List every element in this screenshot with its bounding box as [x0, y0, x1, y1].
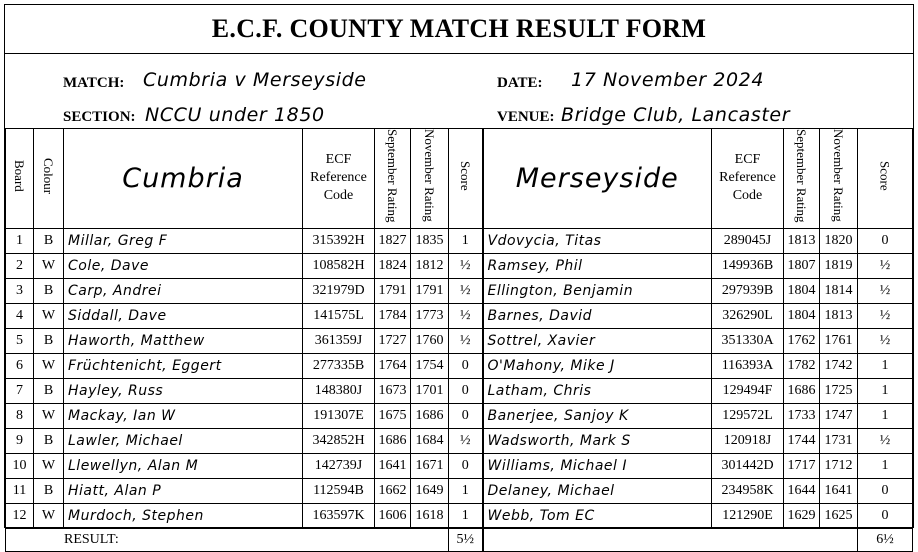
colour-cell: B [34, 328, 64, 353]
home-player-name: Haworth, Matthew [64, 328, 303, 353]
venue-value: Bridge Club, Lancaster [561, 104, 791, 126]
away-ref-code: 129494F [712, 378, 784, 403]
table-row [6, 478, 913, 503]
away-nov-rating: 1819 [820, 253, 858, 278]
table-row [6, 353, 913, 378]
home-score: 1 [449, 503, 483, 528]
colour-cell: B [34, 428, 64, 453]
home-nov-rating-header: November Rating [411, 129, 449, 229]
away-ref-code: 129572L [712, 403, 784, 428]
board-cell: 2 [6, 253, 34, 278]
away-ref-code: 297939B [712, 278, 784, 303]
match-details [5, 54, 913, 129]
date-value: 17 November 2024 [571, 69, 765, 91]
home-score: 0 [449, 378, 483, 403]
board-cell: 5 [6, 328, 34, 353]
away-total-score: 6½ [858, 528, 913, 551]
table-row [6, 403, 913, 428]
board-cell: 10 [6, 453, 34, 478]
away-ref-code: 326290L [712, 303, 784, 328]
home-nov-rating: 1618 [411, 503, 449, 528]
home-sept-rating: 1827 [375, 228, 411, 253]
home-score: 0 [449, 453, 483, 478]
home-sept-rating: 1675 [375, 403, 411, 428]
away-player-name: O'Mahony, Mike J [483, 353, 712, 378]
home-player-name: Hiatt, Alan P [64, 478, 303, 503]
home-sept-rating: 1686 [375, 428, 411, 453]
away-ref-code: 149936B [712, 253, 784, 278]
away-score: ½ [858, 278, 913, 303]
home-nov-rating: 1812 [411, 253, 449, 278]
table-row [6, 278, 913, 303]
away-sept-rating: 1813 [784, 228, 820, 253]
colour-cell: W [34, 303, 64, 328]
away-ref-code: 121290E [712, 503, 784, 528]
away-nov-rating: 1747 [820, 403, 858, 428]
home-score: ½ [449, 303, 483, 328]
home-ref-code: 321979D [303, 278, 375, 303]
away-score: ½ [858, 328, 913, 353]
away-sept-rating: 1807 [784, 253, 820, 278]
home-sept-rating: 1791 [375, 278, 411, 303]
away-nov-rating: 1641 [820, 478, 858, 503]
colour-cell: W [34, 403, 64, 428]
away-nov-rating: 1712 [820, 453, 858, 478]
colour-cell: W [34, 453, 64, 478]
table-row [6, 303, 913, 328]
away-sept-rating: 1717 [784, 453, 820, 478]
colour-cell: W [34, 253, 64, 278]
away-ref-code: 116393A [712, 353, 784, 378]
home-ref-code: 342852H [303, 428, 375, 453]
home-ref-code: 361359J [303, 328, 375, 353]
header-row [6, 129, 913, 229]
away-sept-rating: 1733 [784, 403, 820, 428]
away-score: 0 [858, 503, 913, 528]
date-label: DATE: [497, 75, 543, 91]
table-row [6, 253, 913, 278]
colour-cell: B [34, 278, 64, 303]
away-sept-rating: 1782 [784, 353, 820, 378]
home-ref-header: ECF Reference Code [303, 129, 375, 229]
home-sept-rating: 1641 [375, 453, 411, 478]
venue-label: VENUE: [497, 109, 555, 125]
away-player-name: Barnes, David [483, 303, 712, 328]
result-spacer [483, 528, 858, 551]
colour-cell: B [34, 378, 64, 403]
home-sept-rating: 1662 [375, 478, 411, 503]
home-team-header: Cumbria [64, 129, 303, 229]
away-player-name: Ellington, Benjamin [483, 278, 712, 303]
away-score: ½ [858, 303, 913, 328]
away-player-name: Delaney, Michael [483, 478, 712, 503]
away-team-header: Merseyside [483, 129, 712, 229]
home-sept-rating-header: September Rating [375, 129, 411, 229]
board-cell: 1 [6, 228, 34, 253]
home-score: ½ [449, 328, 483, 353]
board-cell: 3 [6, 278, 34, 303]
away-score: 0 [858, 228, 913, 253]
away-nov-rating: 1761 [820, 328, 858, 353]
board-cell: 7 [6, 378, 34, 403]
home-score: 1 [449, 228, 483, 253]
away-player-name: Wadsworth, Mark S [483, 428, 712, 453]
home-sept-rating: 1727 [375, 328, 411, 353]
table-row [6, 328, 913, 353]
home-ref-code: 141575L [303, 303, 375, 328]
table-row [6, 453, 913, 478]
board-cell: 4 [6, 303, 34, 328]
colour-cell: W [34, 353, 64, 378]
colour-cell: B [34, 228, 64, 253]
table-row [6, 228, 913, 253]
away-nov-rating: 1731 [820, 428, 858, 453]
home-player-name: Früchtenicht, Eggert [64, 353, 303, 378]
home-nov-rating: 1649 [411, 478, 449, 503]
home-score: ½ [449, 278, 483, 303]
away-nov-rating: 1725 [820, 378, 858, 403]
table-row [6, 503, 913, 528]
away-nov-rating: 1742 [820, 353, 858, 378]
colour-cell: W [34, 503, 64, 528]
home-player-name: Hayley, Russ [64, 378, 303, 403]
home-nov-rating: 1760 [411, 328, 449, 353]
home-player-name: Millar, Greg F [64, 228, 303, 253]
away-nov-rating-header: November Rating [820, 129, 858, 229]
home-score: 1 [449, 478, 483, 503]
away-ref-code: 289045J [712, 228, 784, 253]
result-label: RESULT: [6, 528, 449, 551]
home-sept-rating: 1606 [375, 503, 411, 528]
away-nov-rating: 1813 [820, 303, 858, 328]
home-ref-code: 112594B [303, 478, 375, 503]
home-total-score: 5½ [449, 528, 483, 551]
board-header: Board [6, 129, 34, 229]
home-score: 0 [449, 403, 483, 428]
home-sept-rating: 1764 [375, 353, 411, 378]
home-ref-code: 148380J [303, 378, 375, 403]
table-row [6, 428, 913, 453]
result-row [6, 528, 913, 551]
home-player-name: Siddall, Dave [64, 303, 303, 328]
away-player-name: Ramsey, Phil [483, 253, 712, 278]
home-nov-rating: 1671 [411, 453, 449, 478]
home-score-header: Score [449, 129, 483, 229]
away-sept-rating: 1762 [784, 328, 820, 353]
away-score: 1 [858, 403, 913, 428]
home-nov-rating: 1791 [411, 278, 449, 303]
board-cell: 6 [6, 353, 34, 378]
home-ref-code: 163597K [303, 503, 375, 528]
table-row [6, 378, 913, 403]
home-sept-rating: 1784 [375, 303, 411, 328]
away-sept-rating-header: September Rating [784, 129, 820, 229]
home-ref-code: 277335B [303, 353, 375, 378]
away-player-name: Sottrel, Xavier [483, 328, 712, 353]
away-score: 1 [858, 453, 913, 478]
away-sept-rating: 1629 [784, 503, 820, 528]
form-title: E.C.F. COUNTY MATCH RESULT FORM [5, 5, 913, 54]
home-player-name: Mackay, Ian W [64, 403, 303, 428]
home-score: 0 [449, 353, 483, 378]
away-score: 1 [858, 353, 913, 378]
home-sept-rating: 1673 [375, 378, 411, 403]
home-ref-code: 142739J [303, 453, 375, 478]
away-player-name: Williams, Michael I [483, 453, 712, 478]
away-ref-code: 301442D [712, 453, 784, 478]
away-player-name: Banerjee, Sanjoy K [483, 403, 712, 428]
away-nov-rating: 1814 [820, 278, 858, 303]
board-cell: 11 [6, 478, 34, 503]
away-ref-header: ECF Reference Code [712, 129, 784, 229]
home-ref-code: 191307E [303, 403, 375, 428]
home-ref-code: 108582H [303, 253, 375, 278]
away-player-name: Webb, Tom EC [483, 503, 712, 528]
home-ref-code: 315392H [303, 228, 375, 253]
home-nov-rating: 1701 [411, 378, 449, 403]
away-sept-rating: 1744 [784, 428, 820, 453]
match-result-form [4, 4, 914, 547]
home-score: ½ [449, 428, 483, 453]
results-table [5, 128, 913, 552]
home-score: ½ [449, 253, 483, 278]
board-cell: 9 [6, 428, 34, 453]
away-ref-code: 234958K [712, 478, 784, 503]
away-nov-rating: 1625 [820, 503, 858, 528]
section-value: NCCU under 1850 [145, 104, 325, 126]
home-nov-rating: 1754 [411, 353, 449, 378]
away-sept-rating: 1804 [784, 278, 820, 303]
board-cell: 12 [6, 503, 34, 528]
home-nov-rating: 1684 [411, 428, 449, 453]
away-player-name: Latham, Chris [483, 378, 712, 403]
home-sept-rating: 1824 [375, 253, 411, 278]
home-player-name: Carp, Andrei [64, 278, 303, 303]
colour-header: Colour [34, 129, 64, 229]
away-score: 1 [858, 378, 913, 403]
home-player-name: Lawler, Michael [64, 428, 303, 453]
away-player-name: Vdovycia, Titas [483, 228, 712, 253]
section-label: SECTION: [63, 109, 136, 125]
away-score: ½ [858, 253, 913, 278]
match-value: Cumbria v Merseyside [143, 69, 367, 91]
home-player-name: Llewellyn, Alan M [64, 453, 303, 478]
board-cell: 8 [6, 403, 34, 428]
away-score: ½ [858, 428, 913, 453]
home-nov-rating: 1773 [411, 303, 449, 328]
away-score-header: Score [858, 129, 913, 229]
home-player-name: Murdoch, Stephen [64, 503, 303, 528]
away-ref-code: 120918J [712, 428, 784, 453]
home-nov-rating: 1686 [411, 403, 449, 428]
match-label: MATCH: [63, 75, 125, 91]
away-ref-code: 351330A [712, 328, 784, 353]
away-sept-rating: 1644 [784, 478, 820, 503]
colour-cell: B [34, 478, 64, 503]
home-nov-rating: 1835 [411, 228, 449, 253]
home-player-name: Cole, Dave [64, 253, 303, 278]
away-sept-rating: 1804 [784, 303, 820, 328]
away-sept-rating: 1686 [784, 378, 820, 403]
away-score: 0 [858, 478, 913, 503]
away-nov-rating: 1820 [820, 228, 858, 253]
